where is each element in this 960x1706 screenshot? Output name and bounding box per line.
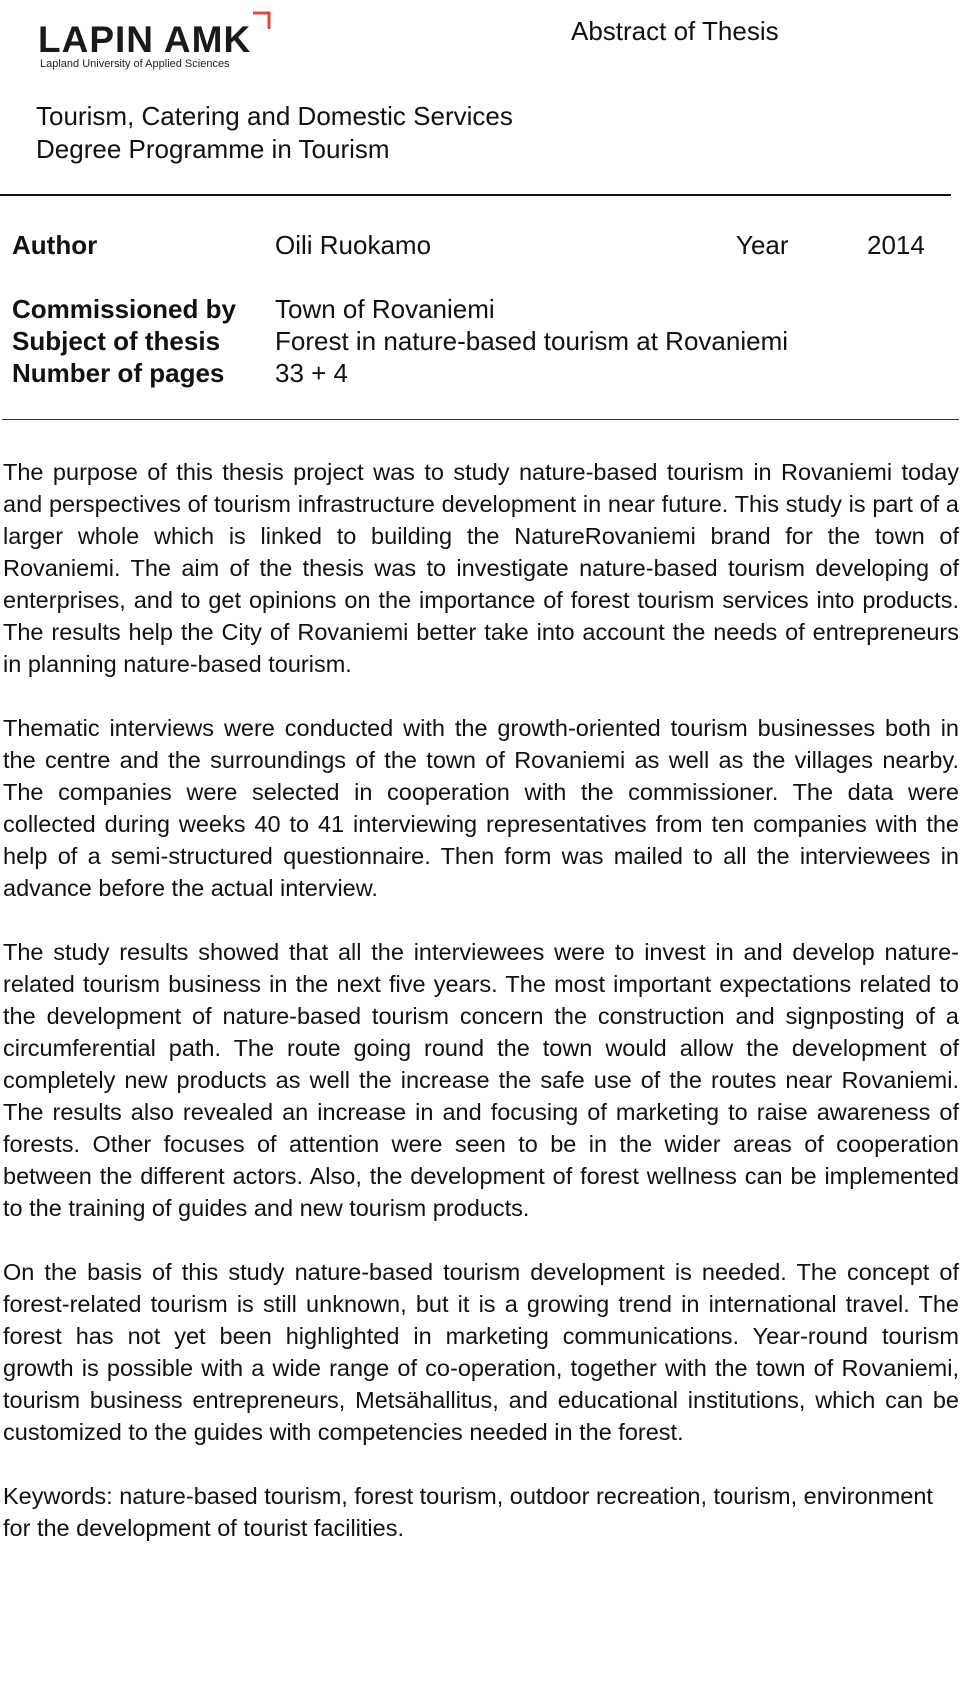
commissioned-label: Commissioned by — [12, 294, 236, 324]
logo-subtitle: Lapland University of Applied Sciences — [40, 58, 230, 70]
author-value: Oili Ruokamo — [275, 230, 432, 260]
top-divider — [0, 194, 951, 196]
subject-value: Forest in nature-based tourism at Rovaniemi — [275, 326, 789, 356]
abstract-paragraph: On the basis of this study nature-based tourism development is needed. The concept of forest-related tourism is still unknown, but it is a growing trend in international travel. The forest has not yet been highlighted in marketing communications. Year-round tourism growth is possible with a wide range of co-operation, together with the town of Rovaniemi, tourism business entrepreneurs, Metsähallitus, and educational institutions, which can be customized to the guides with competencies needed in the forest. — [3, 1259, 959, 1445]
faculty-name: Tourism, Catering and Domestic Services — [36, 101, 513, 131]
subject-label: Subject of thesis — [12, 326, 221, 356]
keywords: Keywords: nature-based tourism, forest tourism, outdoor recreation, tourism, environment for the development of tourist facilities. — [3, 1483, 933, 1541]
department-block — [36, 100, 513, 166]
commissioned-value: Town of Rovaniemi — [275, 294, 495, 324]
author-label: Author — [12, 230, 98, 260]
pages-value: 33 + 4 — [275, 358, 349, 388]
lapin-amk-logo — [38, 8, 278, 74]
meta-divider — [2, 419, 959, 420]
year-value: 2014 — [867, 230, 925, 260]
pages-label: Number of pages — [12, 358, 225, 388]
year-label: Year — [736, 230, 789, 260]
logo-wordmark: LAPIN AMK — [38, 19, 252, 60]
abstract-paragraph: The purpose of this thesis project was to study nature-based tourism in Rovaniemi today and perspectives of tourism infrastructure development in near future. This study is part of a larger whole which is linked to building the NatureRovaniemi brand for the town of Rovaniemi. The aim of the thesis was to investigate nature-based tourism developing of enterprises, and to get opinions on the importance of forest tourism services into products. The results help the City of Rovaniemi better take into account the needs of entrepreneurs in planning nature-based tourism. — [3, 459, 959, 677]
abstract-paragraph: Thematic interviews were conducted with the growth-oriented tourism businesses both in the centre and the surroundings of the town of Rovaniemi as well as the villages nearby. The companies were selected in cooperation with the commissioner. The data were collected during weeks 40 to 41 interviewing representatives from ten companies with the help of a semi-structured questionnaire. Then form was mailed to all the interviewees in advance before the actual interview. — [3, 715, 959, 901]
document-title: Abstract of Thesis — [571, 16, 779, 46]
abstract-paragraph: The study results showed that all the interviewees were to invest in and develop nature-related tourism business in the next five years. The most important expectations related to the development of nature-based tourism concern the construction and signposting of a circumferential path. The route going round the town would allow the development of completely new products as well the increase the safe use of the routes near Rovaniemi. The results also revealed an increase in and focusing of marketing to raise awareness of forests. Other focuses of attention were seen to be in the wider areas of cooperation between the different actors. Also, the development of forest wellness can be implemented to the training of guides and new tourism products. — [3, 939, 959, 1221]
programme-name: Degree Programme in Tourism — [36, 134, 390, 164]
logo-corner-mark-icon — [250, 10, 272, 32]
abstract-body — [3, 456, 959, 1544]
